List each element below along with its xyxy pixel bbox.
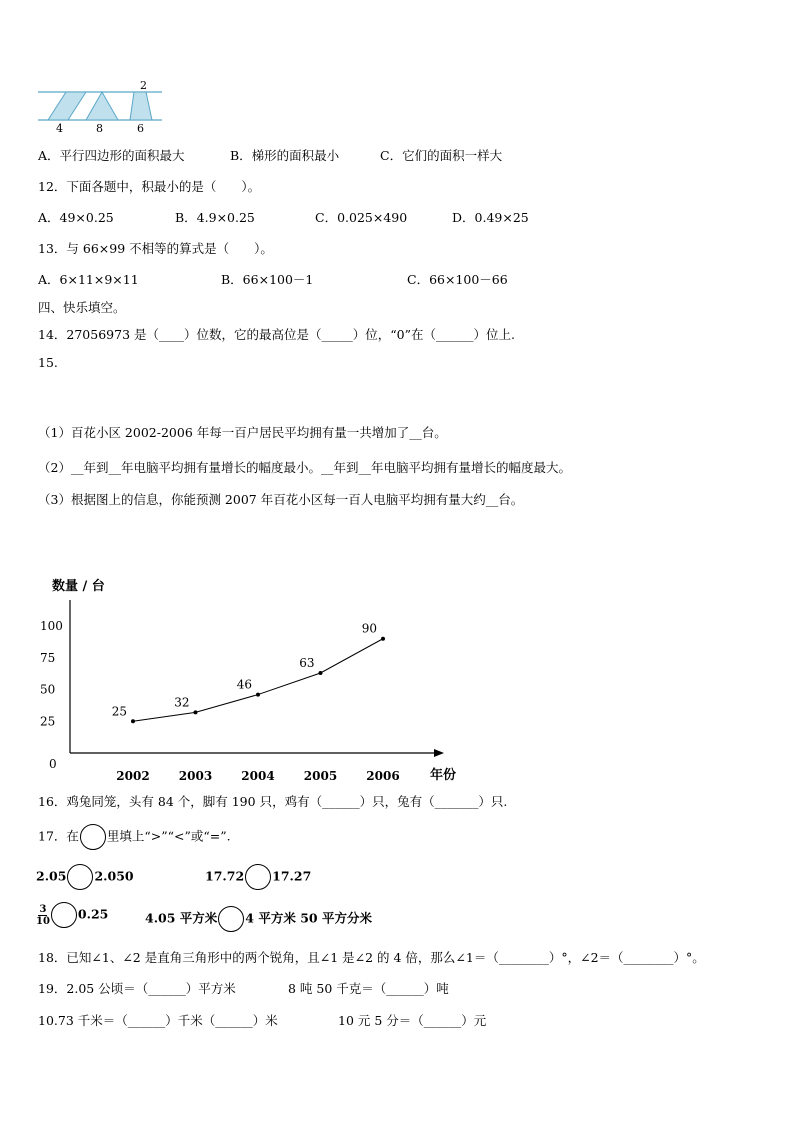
trapezoid-shape (130, 92, 152, 120)
compare-circle-2[interactable] (245, 864, 271, 890)
q12-option-d: D．0.49×25 (452, 210, 529, 225)
data-point (256, 693, 260, 697)
q13-stem: 13．与 66×99 不相等的算式是（ ）。 (38, 241, 273, 256)
q17-row1-b (205, 864, 311, 890)
section-4-heading: 四、快乐填空。 (38, 300, 126, 315)
q16: 16．鸡兔同笼，头有 84 个，脚有 190 只，鸡有（______）只，兔有（_______）只. (38, 794, 508, 809)
q19-b: 8 吨 50 千克＝（______）吨 (288, 981, 449, 996)
x-axis-label: 年份 (430, 768, 457, 783)
q17-row1-a (36, 864, 134, 890)
answer-circle-sample (80, 824, 106, 850)
q11-option-c: C．它们的面积一样大 (380, 148, 503, 163)
figure-bottom-label-1: 4 (56, 122, 63, 135)
parallelogram-shape (48, 92, 86, 120)
data-point (194, 710, 198, 714)
q19-row1 (38, 979, 738, 997)
q12-stem: 12．下面各题中，积最小的是（ ）。 (38, 179, 261, 194)
q13-option-c: C．66×100－66 (407, 272, 508, 287)
q17-r2b-right: 4 平方米 50 平方分米 (245, 910, 372, 926)
data-point (381, 637, 385, 641)
origin-label: 0 (49, 757, 57, 771)
y-tick-label: 25 (40, 714, 56, 729)
line-chart (0, 560, 794, 790)
q19-row2 (38, 1011, 738, 1029)
y-tick-label: 50 (40, 682, 56, 697)
x-tick-label: 2004 (241, 769, 275, 783)
figure-bottom-label-2: 8 (96, 122, 103, 135)
fraction-three-tenths: $\frac{3}{10}$ (36, 903, 50, 927)
data-label: 63 (299, 655, 315, 670)
figure-bottom-label-3: 6 (137, 122, 144, 135)
q12-options (38, 208, 738, 226)
q12-option-b: B．4.9×0.25 (175, 210, 255, 225)
q15-sub1: （1）百花小区 2002-2006 年每一百户居民平均拥有量一共增加了__台。 (38, 425, 447, 440)
x-axis-arrow (434, 749, 444, 757)
q13-option-b: B．66×100－1 (221, 272, 314, 287)
q17-r1b-right: 17.27 (272, 868, 312, 884)
compare-circle-3[interactable] (51, 902, 77, 928)
q13-options (38, 270, 738, 288)
q17-row2-a (36, 902, 108, 928)
x-tick-label: 2002 (116, 769, 150, 783)
q17-r1b-left: 17.72 (205, 868, 245, 884)
q17-stem (38, 824, 231, 850)
data-point (319, 671, 323, 675)
q15-sub3: （3）根据图上的信息，你能预测 2007 年百花小区每一百人电脑平均拥有量大约__台。 (38, 492, 524, 507)
compare-circle-4[interactable] (218, 906, 244, 932)
figure-top-label: 2 (140, 80, 147, 92)
q19-a: 19．2.05 公顷＝（______）平方米 (38, 981, 236, 996)
q19-c: 10.73 千米＝（______）千米（______）米 (38, 1013, 278, 1028)
data-label: 46 (236, 677, 252, 692)
q17-r2a-right: 0.25 (77, 906, 109, 922)
compare-circle-1[interactable] (67, 864, 93, 890)
q15-number: 15. (38, 355, 58, 370)
shapes-figure (36, 80, 166, 136)
data-point (131, 719, 135, 723)
x-tick-label: 2005 (303, 769, 338, 783)
q17-r1a-left: 2.05 (36, 868, 67, 884)
q12-option-a: A．49×0.25 (38, 210, 114, 225)
q14: 14．27056973 是（____）位数，它的最高位是（_____）位，“0”在（______）位上. (38, 327, 515, 342)
q11-option-a: A．平行四边形的面积最大 (38, 148, 185, 163)
y-tick-label: 100 (40, 619, 63, 633)
q17-stem-pre: 17．在 (38, 828, 79, 844)
q13-option-a: A．6×11×9×11 (38, 272, 139, 287)
q11-options (38, 146, 503, 164)
data-label: 90 (361, 621, 377, 636)
q15-sub2: （2）__年到__年电脑平均拥有量增长的幅度最小。__年到__年电脑平均拥有量增长的幅度最大。 (38, 460, 571, 475)
y-axis-label: 数量 / 台 (52, 579, 105, 594)
q12-option-c: C．0.025×490 (315, 210, 408, 225)
q19-d: 10 元 5 分＝（______）元 (338, 1013, 487, 1028)
q17-r2b-left: 4.05 平方米 (145, 910, 218, 926)
data-label: 25 (111, 704, 127, 719)
data-label: 32 (174, 695, 190, 710)
x-tick-label: 2006 (366, 769, 400, 783)
triangle-shape (86, 92, 118, 120)
q17-row2-b (145, 906, 372, 932)
x-tick-label: 2003 (178, 769, 213, 783)
q17-r1a-right: 2.050 (94, 868, 134, 884)
y-tick-label: 75 (40, 650, 56, 665)
series-line (133, 639, 383, 722)
q18: 18．已知∠1、∠2 是直角三角形中的两个锐角，且∠1 是∠2 的 4 倍，那么∠1＝（________）°，∠2＝（________）°。 (38, 950, 705, 965)
q17-stem-post: 里填上“>”“<”或“=”. (106, 828, 231, 844)
q11-option-b: B．梯形的面积最小 (230, 148, 340, 163)
